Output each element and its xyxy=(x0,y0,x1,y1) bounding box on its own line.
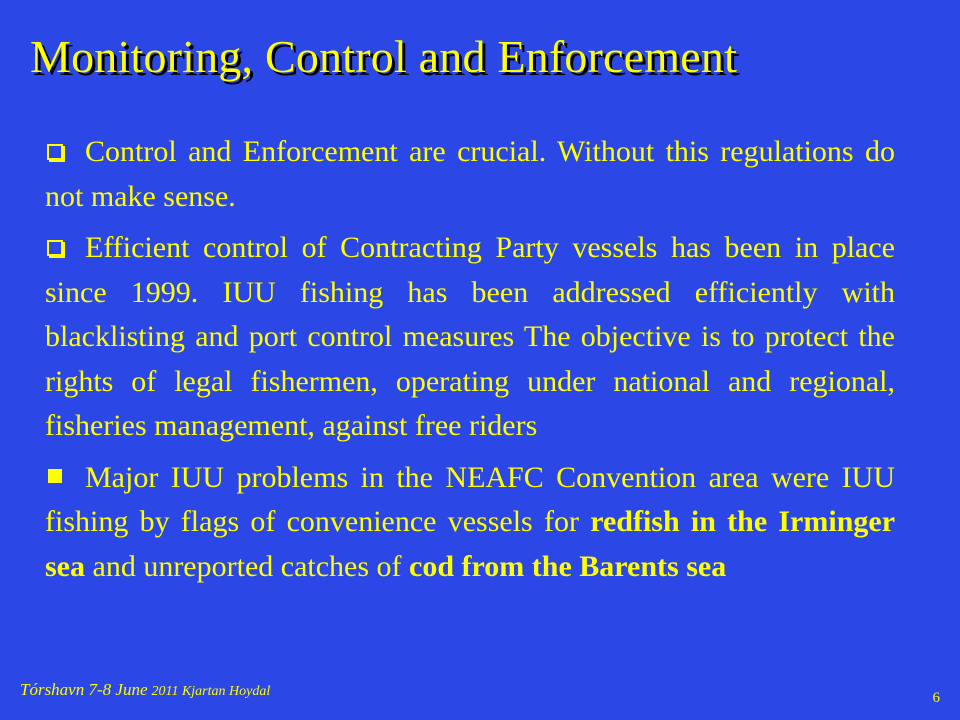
page-number: 6 xyxy=(932,690,940,706)
footer-author: 2011 Kjartan Hoydal xyxy=(151,684,271,699)
hollow-square-icon xyxy=(47,144,63,160)
bullet-text: Control and Enforcement are crucial. Without this regulations do not make sense. xyxy=(45,135,895,213)
bullet-bold-text: redfish in the Irminger sea xyxy=(45,505,896,583)
slide-title: Monitoring, Control and Enforcement xyxy=(30,31,738,82)
filled-square-icon xyxy=(48,469,62,483)
bullet-text: and unreported catches of xyxy=(92,549,402,583)
bullet-bold-text: cod from the Barents sea xyxy=(409,549,727,583)
bullet-text: Major IUU problems in the NEAFC Convention area were IUU fishing by flags of convenience vessels for xyxy=(45,460,895,538)
bullet-item xyxy=(45,226,895,449)
bullet-text: Efficient control of Contracting Party vessels has been in place since 1999. IUU fishing has been addressed efficiently with blacklisting and port control measures The objective is to protect the rights of legal fishermen, operating under national and regional, fisheries management, against free riders xyxy=(45,231,895,442)
bullet-item xyxy=(45,130,895,219)
bullet-item xyxy=(45,456,895,590)
footer xyxy=(20,680,270,700)
hollow-square-icon xyxy=(47,240,63,256)
bullet-list xyxy=(45,130,895,596)
footer-place-date: Tórshavn 7-8 June xyxy=(20,680,148,699)
